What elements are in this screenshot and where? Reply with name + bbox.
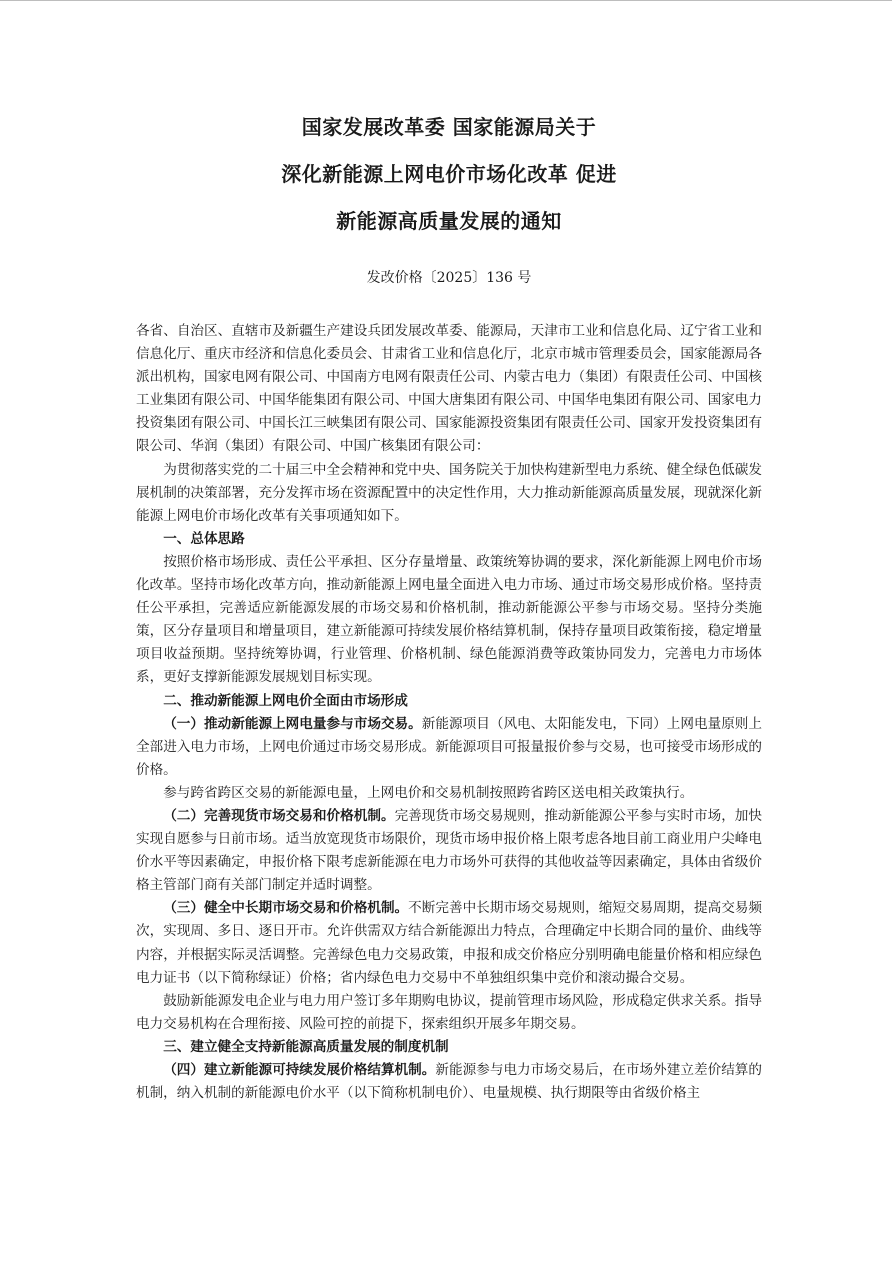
item-2-text: 完善现货市场交易规则，推动新能源公平参与实时市场，加快实现自愿参与日前市场。适当放宽现货市场限价，现货市场申报价格上限考虑各地目前工商业用户尖峰电价水平等因素确定，申报价格下限考虑新能源在电力市场外可获得的其他收益等因素确定，具体由省级价格主管部门商有关部门制定并适时调整。 [136,807,763,894]
intro-paragraph: 为贯彻落实党的二十届三中全会精神和党中央、国务院关于加快构建新型电力系统、健全绿色低碳发展机制的决策部署，充分发挥市场在资源配置中的决定性作用，大力推动新能源高质量发展，现就深化新能源上网电价市场化改革有关事项通知如下。 [136,461,762,524]
addressees-paragraph: 各省、自治区、直辖市及新疆生产建设兵团发展改革委、能源局，天津市工业和信息化局、辽宁省工业和信息化厅、重庆市经济和信息化委员会、甘肃省工业和信息化厅，北京市城市管理委员会，国家能源局各派出机构，国家电网有限公司、中国南方电网有限责任公司、内蒙古电力（集团）有限责任公司、中国核工业集团有限公司、中国华能集团有限公司、中国大唐集团有限公司、中国华电集团有限公司、国家电力投资集团有限公司、中国长江三峡集团有限公司、国家能源投资集团有限责任公司、国家开发投资集团有限公司、华润（集团）有限公司、中国广核集团有限公司： [136,323,762,455]
document-title-line-3: 新能源高质量发展的通知 [336,209,562,233]
item-4-text: 新能源参与电力市场交易后，在市场外建立差价结算的机制，纳入机制的新能源电价水平（以下简称机制电价）、电量规模、执行期限等由省级价格主 [136,1062,763,1102]
section-3-heading: 三、建立健全支持新能源高质量发展的制度机制 [163,1038,449,1055]
item-2-paragraph [136,805,762,897]
item-2-lead: （二）完善现货市场交易和价格机制。 [163,807,395,824]
section-2-heading: 二、推动新能源上网电价全面由市场形成 [163,692,408,709]
section-1-paragraph: 按照价格市场形成、责任公平承担、区分存量增量、政策统筹协调的要求，深化新能源上网电价市场化改革。坚持市场化改革方向，推动新能源上网电量全面进入电力市场、通过市场交易形成价格。坚持责任公平承担，完善适应新能源发展的市场交易和价格机制，推动新能源公平参与市场交易。坚持分类施策，区分存量项目和增量项目，建立新能源可持续发展价格结算机制，保持存量项目政策衔接，稳定增量项目收益预期。坚持统筹协调，行业管理、价格机制、绿色能源消费等政策协同发力，完善电力市场体系，更好支撑新能源发展规划目标实现。 [136,553,762,686]
item-3-text: 不断完善中长期市场交易规则，缩短交易周期，提高交易频次，实现周、多日、逐日开市。允许供需双方结合新能源出力特点，合理确定中长期合同的量价、曲线等内容，并根据实际灵活调整。完善绿色电力交易政策，申报和成交价格应分别明确电能量价格和相应绿色电力证书（以下简称绿证）价格；省内绿色电力交易中不单独组织集中竞价和滚动撮合交易。 [136,900,763,986]
item-3-extra-paragraph: 鼓励新能源发电企业与电力用户签订多年期购电协议，提前管理市场风险，形成稳定供求关系。指导电力交易机构在合理衔接、风险可控的前提下，探索组织开展多年期交易。 [136,992,762,1032]
section-1-heading: 一、总体思路 [163,530,245,547]
item-1-lead: （一）推动新能源上网电量参与市场交易。 [163,715,422,732]
item-1-extra-paragraph: 参与跨省跨区交易的新能源电量，上网电价和交易机制按照跨省跨区送电相关政策执行。 [163,784,694,801]
document-title-line-1: 国家发展改革委 国家能源局关于 [301,115,597,139]
document-page [136,116,762,1105]
document-title-line-2: 深化新能源上网电价市场化改革 促进 [281,162,617,186]
item-1-text: 新能源项目（风电、太阳能发电，下同）上网电量原则上全部进入电力市场，上网电价通过市场交易形成。新能源项目可报量报价参与交易，也可接受市场形成的价格。 [136,715,763,778]
document-body [136,320,762,1105]
item-4-lead: （四）建立新能源可持续发展价格结算机制。 [163,1062,436,1078]
document-number: 发改价格〔2025〕136 号 [366,270,532,286]
top-border-line [0,0,892,1]
item-3-lead: （三）健全中长期市场交易和价格机制。 [163,900,409,917]
item-1-paragraph [136,713,762,782]
item-4-paragraph [136,1059,762,1105]
item-3-paragraph [136,897,762,989]
